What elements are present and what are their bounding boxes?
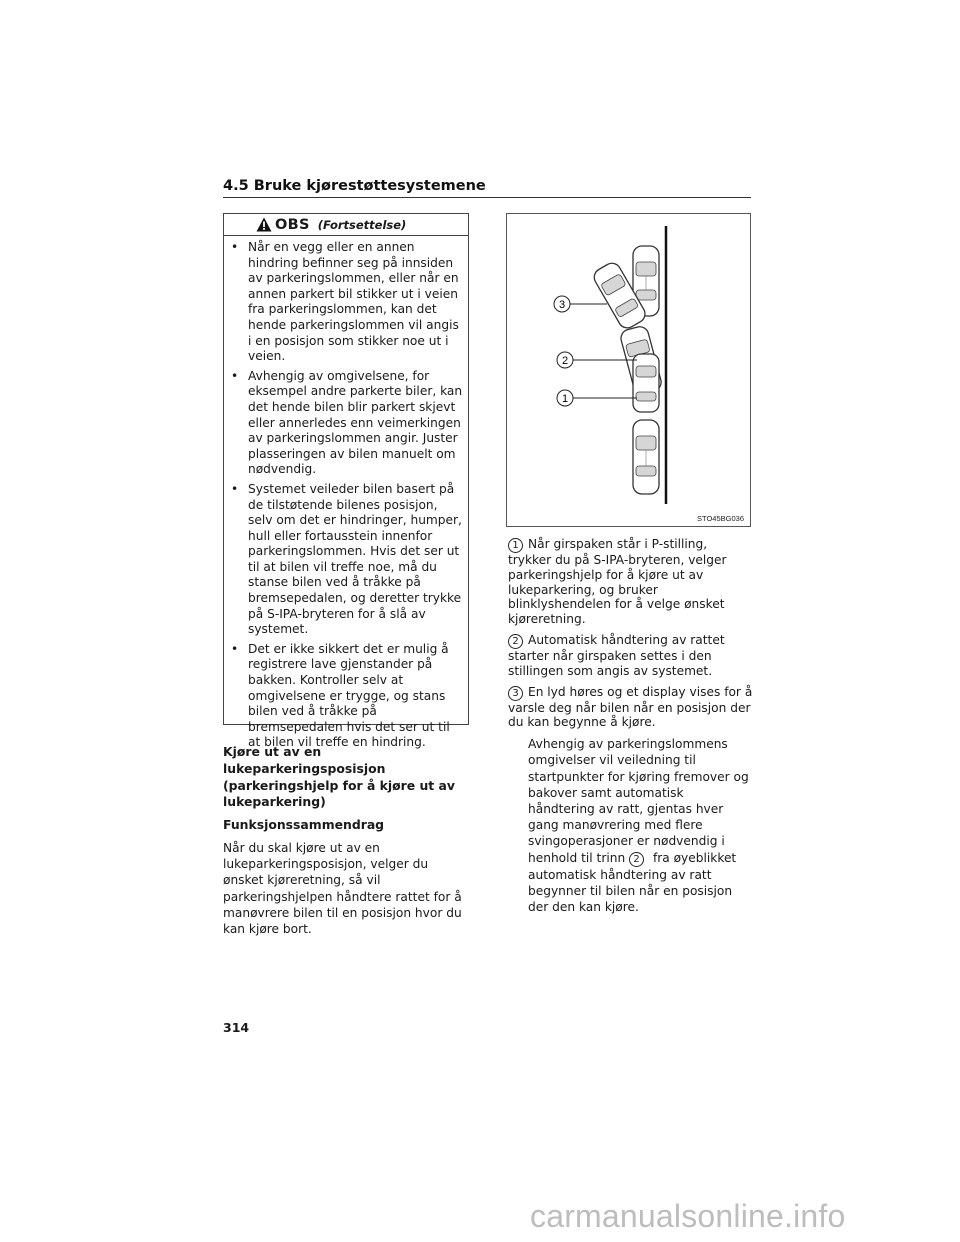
caution-item: • Det er ikke sikkert det er mulig å registrere lave gjenstander på bakken. Kontroller selv at omgivelsene er trygge, og stans bilen ved å tråkke på bremsepedalen hvis det ser ut til at bilen vil treffe en hindring. [231,641,450,750]
step-number: 2 [508,634,523,649]
warning-icon [256,217,272,232]
section-heading: Kjøre ut av en lukeparkeringsposisjon (parkeringshjelp for å kjøre ut av lukeparkering) [223,744,455,810]
caution-header [224,214,468,236]
step-1: 1 Når girspaken står i P-stilling, trykker du på S-IPA-bryteren, velger parkeringshjelp for å kjøre ut av lukeparkering, og bruker blinklyshendelen for å velge ønsket kjøreretning. [508,537,727,627]
caution-item: • Når en vegg eller en annen hindring befinner seg på innsiden av parkeringslommen, eller når en annen parkert bil stikker ut i veien fra parkeringslommen, kan det hende parkeringslommen vil angis i en posisjon som stikker noe ut i veien. [231,240,459,364]
section-text [223,744,471,937]
step-ref: 2 [629,852,644,867]
parking-illustration [506,213,751,527]
step-number: 1 [508,538,523,553]
svg-text:1: 1 [561,393,569,405]
caution-item: • Avhengig av omgivelsene, for eksempel andre parkerte biler, kan det hende bilen blir parkert skjevt eller annerledes enn veimerkingen av parkeringslommen angir. Juster plasseringen av bilen manuelt om nødvendig. [231,368,463,477]
step-note: Avhengig av parkeringslommens omgivelser vil veiledning til startpunkter for kjøring fremover og bakover samt automatisk håndtering av ratt, gjentas hver gang manøvrering med flere svingoperasjoner er nødvendig i henhold til trinn 2 fra øyeblikket automatisk håndtering av ratt begynner til bilen når en posisjon der den kan kjøre. [528,737,749,914]
caution-title: OBS [275,216,310,233]
steps-list [508,537,753,915]
caution-box [223,213,469,750]
step-number: 3 [508,686,523,701]
vehicle-position-1 [633,354,659,412]
figure-code: STO45BG036 [697,514,744,523]
caution-list [224,236,468,751]
parked-car-rear [633,420,659,494]
section-subheading: Funksjonssammendrag [223,817,385,833]
parking-diagram [507,214,750,526]
caution-item: • Systemet veileder bilen basert på de tilstøtende bilenes posisjon, selv om det er hindringer, humper, hull eller fortausstein innenfor parkeringslommen. Hvis det ser ut til at bilen vil treffe noe, må du stanse bilen ved å tråkke på bremsepedalen, og deretter trykke på S-IPA-bryteren for å slå av systemet. [231,481,462,637]
caution-continuation: (Fortsettelse) [317,217,407,232]
page-number: 314 [223,1020,250,1035]
section-body: Når du skal kjøre ut av en lukeparkeringsposisjon, velger du ønsket kjøreretning, så vil parkeringshjelpen håndtere rattet for å manøvrere bilen til en posisjon hvor du kan kjøre bort. [223,840,462,936]
svg-text:2: 2 [561,355,569,367]
watermark: carmanualsonline.info [530,1198,846,1234]
step-3: 3 En lyd høres og et display vises for å varsle deg når bilen når en posisjon der du kan begynne å kjøre. [508,684,753,730]
section-header: 4.5 Bruke kjørestøttesystemene [223,178,751,198]
svg-text:3: 3 [558,299,566,311]
step-2: 2 Automatisk håndtering av rattet starter når girspaken settes i den stillingen som angis av systemet. [508,632,725,678]
